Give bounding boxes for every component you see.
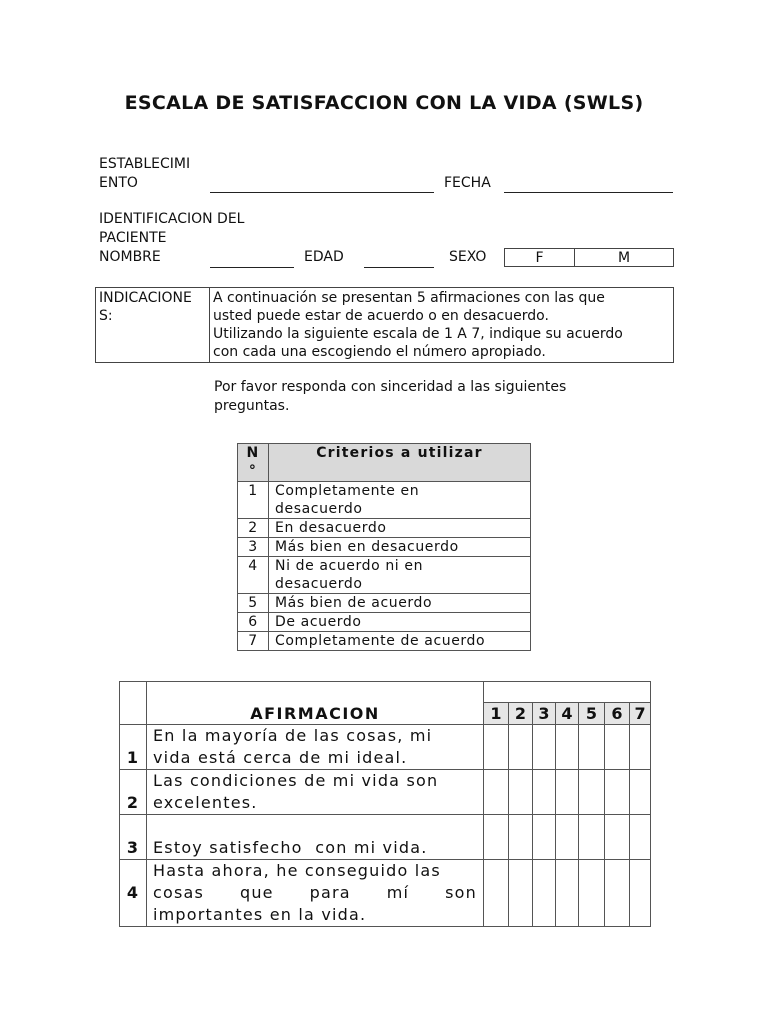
afirmacion-num: 4 bbox=[120, 860, 147, 927]
afirmaciones-table bbox=[119, 681, 651, 927]
rating-cell[interactable] bbox=[484, 725, 509, 770]
rating-cell[interactable] bbox=[605, 725, 630, 770]
afirmacion-line: importantes en la vida. bbox=[153, 905, 367, 924]
indicaciones-line: con cada una escogiendo el número apropiado. bbox=[213, 344, 546, 360]
rating-cell[interactable] bbox=[509, 860, 533, 927]
afirmacion-text bbox=[147, 725, 484, 770]
afirmacion-line: Las condiciones de mi vida son bbox=[153, 771, 439, 790]
criterios-row bbox=[238, 482, 531, 519]
rating-cell[interactable] bbox=[630, 770, 651, 815]
criterios-table bbox=[237, 443, 531, 651]
nombre-field[interactable] bbox=[210, 267, 294, 268]
sexo-label: SEXO bbox=[449, 249, 487, 265]
afirmacion-line: excelentes. bbox=[153, 793, 258, 812]
indicaciones-text bbox=[210, 288, 674, 363]
criterio-label-line: desacuerdo bbox=[275, 501, 363, 517]
rating-cell[interactable] bbox=[484, 860, 509, 927]
rating-cell[interactable] bbox=[509, 770, 533, 815]
rating-cell[interactable] bbox=[556, 770, 579, 815]
afirmacion-text bbox=[147, 860, 484, 927]
scale-header: 7 bbox=[630, 703, 651, 725]
criterio-label-line: Completamente en bbox=[275, 483, 420, 499]
afirmacion-word: que bbox=[239, 883, 274, 902]
rating-cell[interactable] bbox=[533, 815, 556, 860]
rating-cell[interactable] bbox=[509, 815, 533, 860]
rating-cell[interactable] bbox=[533, 770, 556, 815]
criterio-num: 5 bbox=[238, 594, 269, 613]
afirmacion-line: vida está cerca de mi ideal. bbox=[153, 748, 408, 767]
establecimiento-label bbox=[99, 155, 190, 193]
rating-cell[interactable] bbox=[533, 860, 556, 927]
afirmaciones-header-num bbox=[120, 682, 147, 725]
criterio-num: 1 bbox=[238, 482, 269, 519]
rating-cell[interactable] bbox=[605, 770, 630, 815]
afirmacion-word: para bbox=[309, 883, 351, 902]
afirmaciones-scale-spacer bbox=[484, 682, 651, 703]
page-title: ESCALA DE SATISFACCION CON LA VIDA (SWLS) bbox=[124, 92, 644, 114]
criterios-row bbox=[238, 613, 531, 632]
note-line1: Por favor responda con sinceridad a las siguientes bbox=[214, 379, 567, 395]
fecha-field[interactable] bbox=[504, 192, 673, 193]
criterio-label: Más bien de acuerdo bbox=[269, 594, 531, 613]
edad-field[interactable] bbox=[364, 267, 434, 268]
rating-cell[interactable] bbox=[630, 725, 651, 770]
criterio-label bbox=[269, 557, 531, 594]
scale-header: 2 bbox=[509, 703, 533, 725]
afirmaciones-header: AFIRMACION bbox=[147, 682, 484, 725]
criterio-num: 4 bbox=[238, 557, 269, 594]
criterios-header-row bbox=[238, 444, 531, 482]
criterio-num: 3 bbox=[238, 538, 269, 557]
scale-header: 4 bbox=[556, 703, 579, 725]
rating-cell[interactable] bbox=[556, 815, 579, 860]
criterio-label: En desacuerdo bbox=[269, 519, 531, 538]
rating-cell[interactable] bbox=[556, 860, 579, 927]
note-text bbox=[214, 378, 566, 416]
nombre-label: NOMBRE bbox=[99, 249, 161, 265]
rating-cell[interactable] bbox=[605, 815, 630, 860]
note-line2: preguntas. bbox=[214, 398, 290, 414]
criterios-row bbox=[238, 594, 531, 613]
establecimiento-field[interactable] bbox=[210, 192, 434, 193]
afirmacion-line bbox=[153, 882, 477, 904]
criterios-header-num-line2: ° bbox=[248, 463, 258, 479]
afirmacion-text bbox=[147, 770, 484, 815]
rating-cell[interactable] bbox=[484, 770, 509, 815]
afirmacion-word: cosas bbox=[153, 883, 205, 902]
criterios-row bbox=[238, 632, 531, 651]
rating-cell[interactable] bbox=[579, 860, 605, 927]
indicaciones-box bbox=[95, 287, 674, 363]
criterios-header-label: Criterios a utilizar bbox=[269, 444, 531, 482]
afirmacion-line: Estoy satisfecho con mi vida. bbox=[153, 838, 428, 857]
criterio-num: 7 bbox=[238, 632, 269, 651]
criterio-label: Más bien en desacuerdo bbox=[269, 538, 531, 557]
criterio-label-line: Ni de acuerdo ni en bbox=[275, 558, 424, 574]
identificacion-label-line1: IDENTIFICACION DEL bbox=[99, 211, 245, 227]
identificacion-label-line2: PACIENTE bbox=[99, 230, 167, 246]
scale-header: 1 bbox=[484, 703, 509, 725]
criterios-row bbox=[238, 557, 531, 594]
criterios-header-num-line1: N bbox=[246, 445, 260, 461]
afirmacion-row bbox=[120, 815, 651, 860]
indicaciones-line: A continuación se presentan 5 afirmaciones con las que bbox=[213, 290, 605, 306]
criterios-row bbox=[238, 519, 531, 538]
afirmacion-row bbox=[120, 860, 651, 927]
indicaciones-label-line2: S: bbox=[99, 308, 113, 324]
rating-cell[interactable] bbox=[630, 815, 651, 860]
afirmacion-line: En la mayoría de las cosas, mi bbox=[153, 726, 433, 745]
rating-cell[interactable] bbox=[579, 770, 605, 815]
criterio-label: De acuerdo bbox=[269, 613, 531, 632]
rating-cell[interactable] bbox=[509, 725, 533, 770]
criterios-header-num bbox=[238, 444, 269, 482]
criterio-label: Completamente de acuerdo bbox=[269, 632, 531, 651]
sexo-options bbox=[504, 248, 674, 267]
rating-cell[interactable] bbox=[484, 815, 509, 860]
sexo-option-f[interactable]: F bbox=[505, 249, 575, 267]
criterio-label-line: desacuerdo bbox=[275, 576, 363, 592]
sexo-option-m[interactable]: M bbox=[575, 249, 674, 267]
criterio-num: 2 bbox=[238, 519, 269, 538]
rating-cell[interactable] bbox=[579, 725, 605, 770]
indicaciones-label-line1: INDICACIONE bbox=[99, 290, 192, 306]
afirmacion-num: 2 bbox=[120, 770, 147, 815]
indicaciones-label bbox=[96, 288, 210, 363]
fecha-label: FECHA bbox=[444, 175, 491, 191]
afirmacion-num: 1 bbox=[120, 725, 147, 770]
identificacion-label bbox=[99, 210, 244, 267]
establecimiento-label-line1: ESTABLECIMI bbox=[99, 156, 191, 172]
afirmacion-line: Hasta ahora, he conseguido las bbox=[153, 861, 441, 880]
scale-header: 3 bbox=[533, 703, 556, 725]
criterio-num: 6 bbox=[238, 613, 269, 632]
edad-label: EDAD bbox=[304, 249, 344, 265]
criterios-row bbox=[238, 538, 531, 557]
afirmaciones-top-row bbox=[120, 682, 651, 703]
rating-cell[interactable] bbox=[533, 725, 556, 770]
scale-header: 6 bbox=[605, 703, 630, 725]
scale-header: 5 bbox=[579, 703, 605, 725]
indicaciones-line: usted puede estar de acuerdo o en desacuerdo. bbox=[213, 308, 549, 324]
afirmacion-row bbox=[120, 770, 651, 815]
rating-cell[interactable] bbox=[579, 815, 605, 860]
rating-cell[interactable] bbox=[630, 860, 651, 927]
afirmacion-word: mí bbox=[386, 883, 410, 902]
afirmacion-num: 3 bbox=[120, 815, 147, 860]
afirmacion-word: son bbox=[445, 883, 477, 902]
rating-cell[interactable] bbox=[556, 725, 579, 770]
indicaciones-line: Utilizando la siguiente escala de 1 A 7, indique su acuerdo bbox=[213, 326, 623, 342]
rating-cell[interactable] bbox=[605, 860, 630, 927]
criterio-label bbox=[269, 482, 531, 519]
establecimiento-label-line2: ENTO bbox=[99, 175, 138, 191]
afirmacion-row bbox=[120, 725, 651, 770]
afirmacion-text bbox=[147, 815, 484, 860]
